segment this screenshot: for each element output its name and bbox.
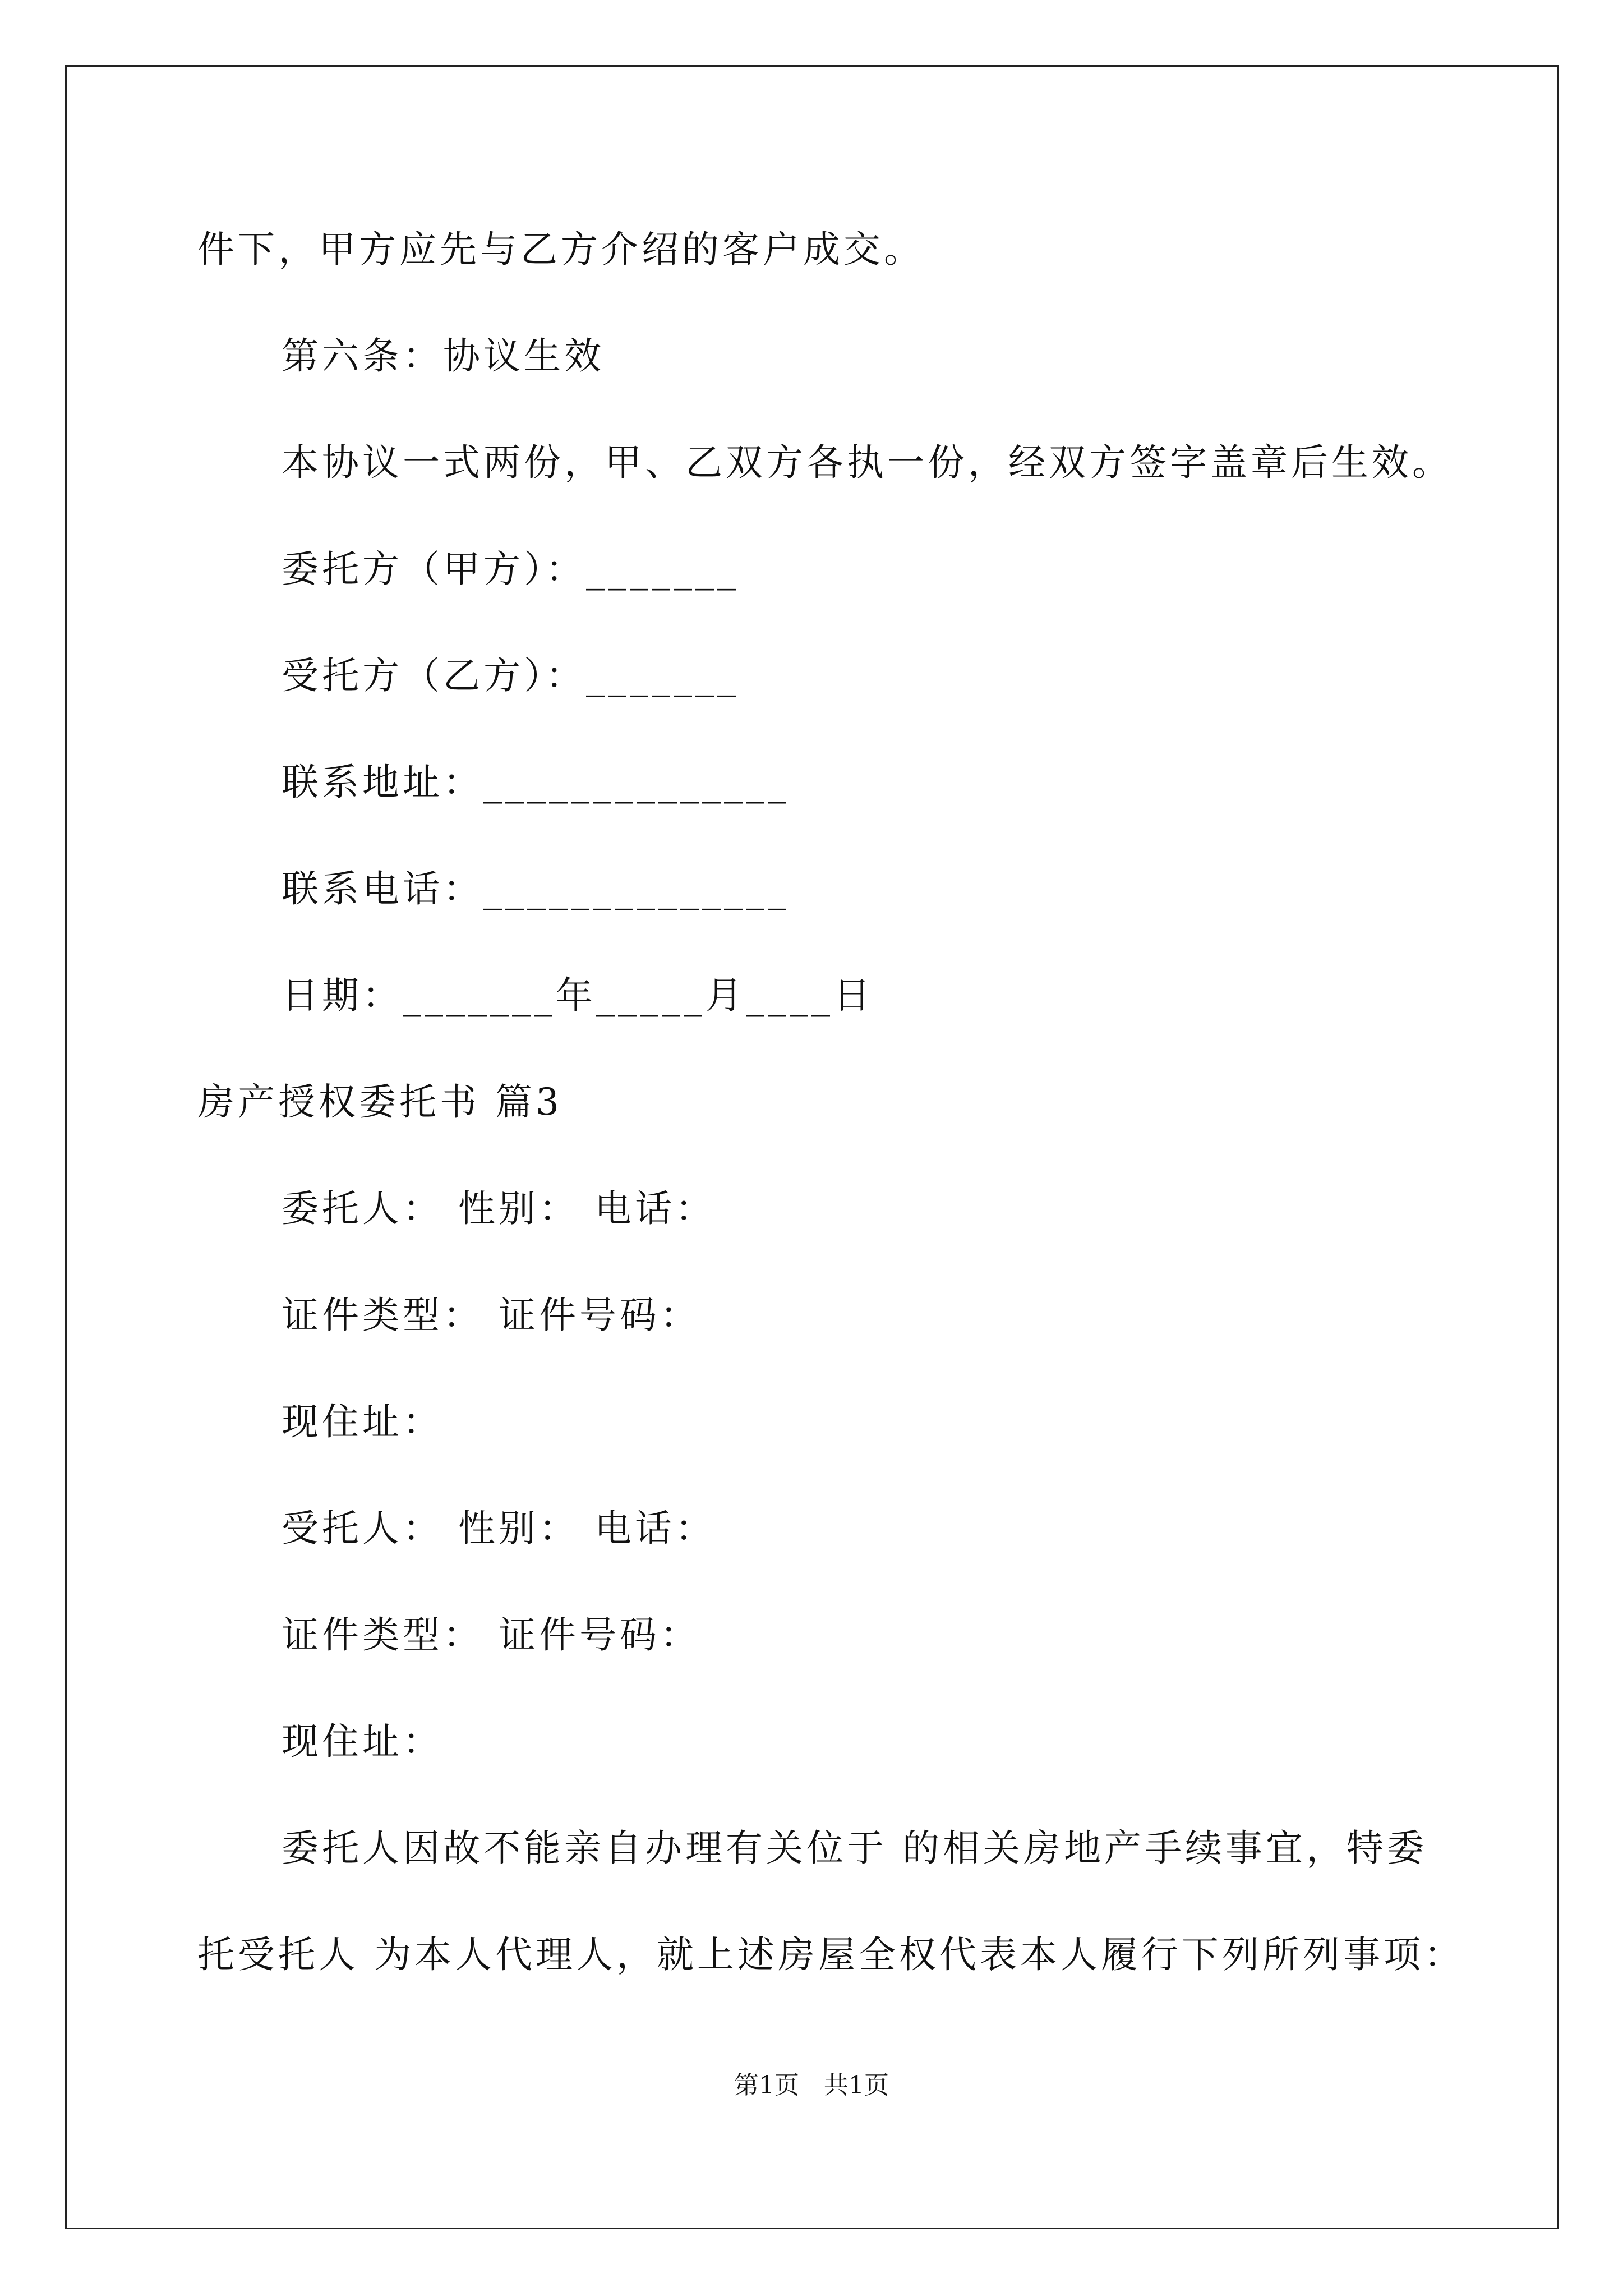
text-line: 件下，甲方应先与乙方介绍的客户成交。	[197, 228, 924, 271]
date-field: 日期：_______年_____月____日	[282, 974, 874, 1017]
text-line: 本协议一式两份，甲、乙双方各执一份，经双方签字盖章后生效。	[282, 441, 1453, 484]
principal-address: 现住址：	[282, 1400, 443, 1443]
address-field: 联系地址：______________	[282, 761, 790, 804]
document-title: 房产授权委托书 篇3	[197, 1080, 562, 1124]
text-line: 托受托人 为本人代理人，就上述房屋全权代表本人履行下列所列事项：	[197, 1933, 1464, 1976]
principal-id-info: 证件类型： 证件号码：	[282, 1294, 700, 1337]
page-border	[65, 65, 1559, 2229]
text-line: 委托人因故不能亲自办理有关位于 的相关房地产手续事宜，特委	[282, 1826, 1427, 1870]
agent-id-info: 证件类型： 证件号码：	[282, 1613, 700, 1657]
page-footer: 第1页 共1页	[734, 2071, 889, 2100]
phone-field: 联系电话：______________	[282, 867, 790, 910]
agent-address: 现住址：	[282, 1720, 443, 1763]
principal-info: 委托人： 性别： 电话：	[282, 1187, 716, 1230]
signature-field-party-a: 委托方（甲方）：_______	[282, 547, 739, 591]
agent-info: 受托人： 性别： 电话：	[282, 1507, 716, 1550]
section-heading: 第六条：协议生效	[282, 334, 605, 378]
signature-field-party-b: 受托方（乙方）：_______	[282, 654, 739, 697]
